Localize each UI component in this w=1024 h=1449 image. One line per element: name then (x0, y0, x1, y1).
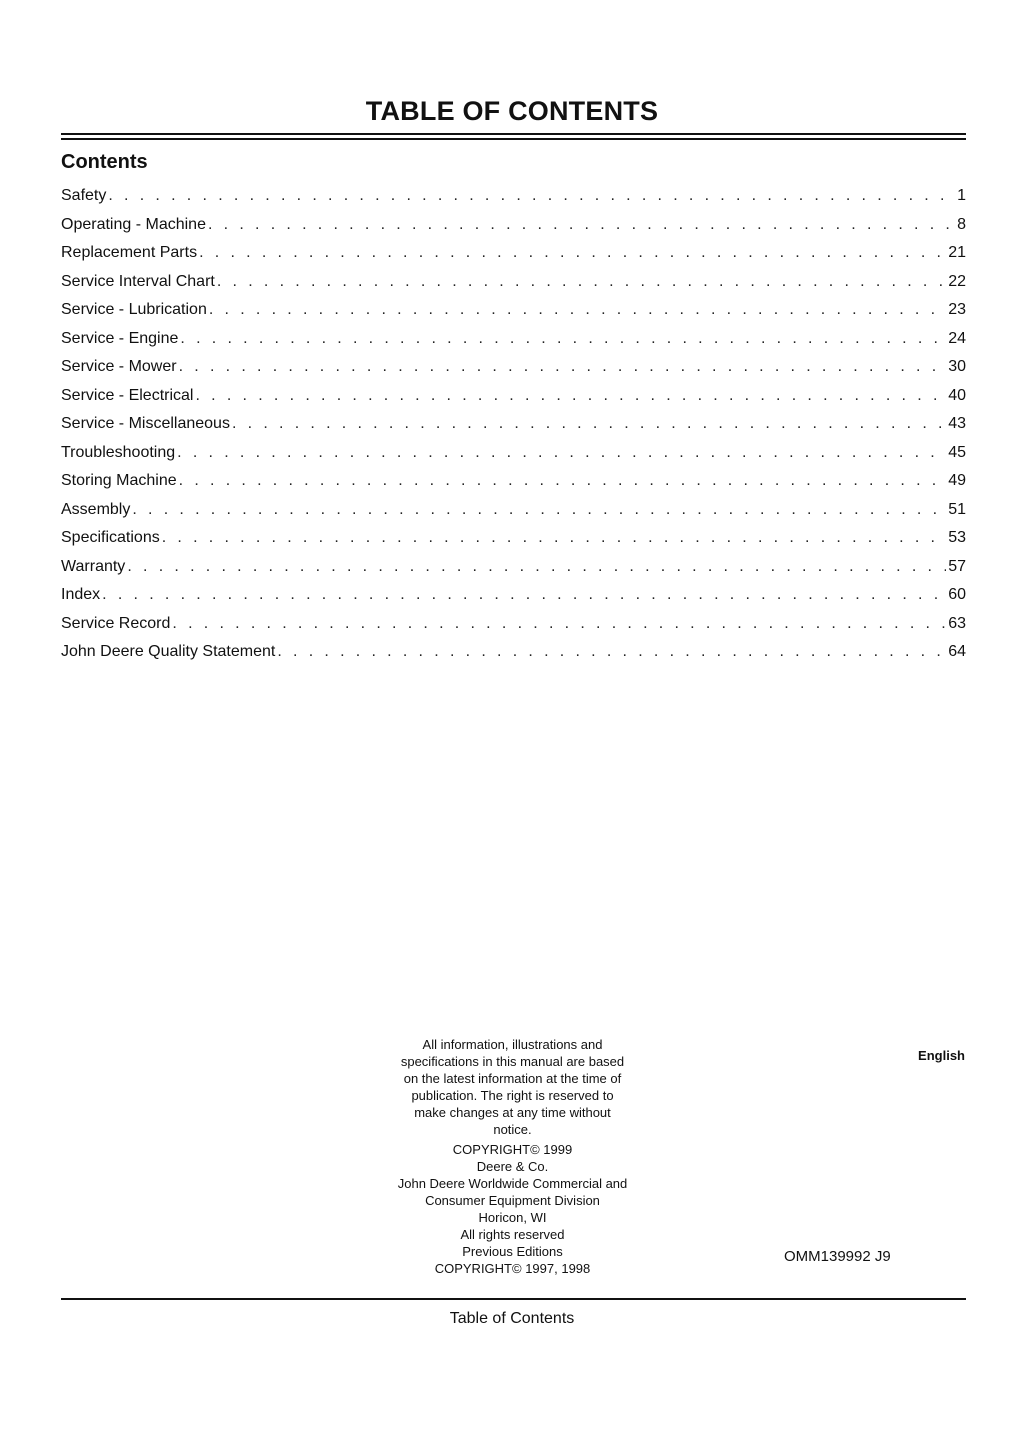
dot-leader (195, 382, 946, 411)
toc-entry-label: Storing Machine (61, 472, 177, 489)
disclaimer-line: publication. The right is reserved to (411, 1088, 614, 1103)
toc-entry-label: Service Record (61, 614, 171, 632)
toc-entry-page: 57 (948, 557, 966, 575)
dot-leader (199, 239, 946, 268)
toc-entry[interactable] (61, 467, 966, 496)
dot-leader (177, 439, 946, 468)
toc-entry-label: Index (61, 586, 101, 603)
section-heading: Contents (61, 151, 148, 173)
language-label: English (918, 1048, 965, 1063)
toc-entry-label: Service - Lubrication (61, 301, 207, 318)
toc-entry[interactable] (61, 353, 966, 382)
toc-entry-label: Service - Engine (61, 329, 179, 347)
dot-leader (209, 296, 946, 325)
disclaimer-line: on the latest information at the time of (403, 1071, 622, 1086)
toc-entry-page: 24 (948, 329, 966, 347)
toc-entry[interactable] (61, 239, 966, 268)
copyright-line: Previous Editions (462, 1244, 563, 1259)
toc-entry-page: 53 (948, 529, 966, 546)
dot-leader (162, 524, 946, 553)
dot-leader (277, 638, 946, 667)
disclaimer-line: specifications in this manual are based (400, 1054, 625, 1069)
disclaimer-line: All information, illustrations and (422, 1037, 603, 1052)
copyright-line: COPYRIGHT© 1999 (452, 1142, 573, 1157)
toc-entry-page: 45 (948, 443, 966, 461)
dot-leader (217, 268, 946, 297)
toc-entry-page: 49 (948, 472, 966, 489)
toc-entry[interactable] (61, 496, 966, 525)
dot-leader (232, 410, 946, 439)
toc-entry-page: 43 (948, 415, 966, 432)
copyright-line: COPYRIGHT© 1997, 1998 (434, 1261, 591, 1276)
toc-entry-label: Service - Electrical (61, 386, 194, 404)
toc-entry[interactable] (61, 410, 966, 439)
dot-leader (180, 325, 946, 354)
toc-entry-label: Safety (61, 187, 107, 204)
copyright-line: Horicon, WI (478, 1210, 547, 1225)
toc-entry[interactable] (61, 610, 966, 639)
toc-entry-page: 1 (957, 187, 966, 204)
toc-entry[interactable] (61, 553, 966, 582)
copyright-line: Consumer Equipment Division (425, 1193, 600, 1208)
toc-entry-page: 64 (948, 643, 966, 660)
toc-entry-label: Troubleshooting (61, 443, 176, 461)
toc-entry[interactable] (61, 524, 966, 553)
dot-leader (132, 496, 946, 525)
toc-entry-page: 63 (948, 614, 966, 632)
footer-rule (61, 1298, 966, 1300)
copyright-line: Deere & Co. (476, 1159, 549, 1174)
page-title: TABLE OF CONTENTS (365, 96, 659, 126)
toc-entry-label: Service - Miscellaneous (61, 415, 230, 432)
copyright-notice (380, 1036, 645, 1277)
toc-entry-page: 30 (948, 358, 966, 375)
dot-leader (179, 353, 947, 382)
toc-entry[interactable] (61, 382, 966, 411)
toc-entry-page: 23 (948, 301, 966, 318)
toc-entry-page: 21 (948, 244, 966, 261)
document-code: OMM139992 J9 (784, 1248, 891, 1265)
toc-entry-label: Assembly (61, 500, 131, 518)
disclaimer-line: make changes at any time without (414, 1105, 611, 1120)
copyright-line: All rights reserved (460, 1227, 565, 1242)
title-double-rule (61, 133, 966, 140)
toc-entry-label: Replacement Parts (61, 244, 198, 261)
toc-entry-label: Operating - Machine (61, 215, 206, 233)
dot-leader (179, 467, 947, 496)
toc-entry-page: 8 (957, 215, 966, 233)
toc-entry[interactable] (61, 325, 966, 354)
toc-entry-label: Warranty (61, 557, 126, 575)
toc-entry-page: 22 (948, 272, 966, 290)
toc-entry[interactable] (61, 268, 966, 297)
dot-leader (102, 581, 946, 610)
toc-entry[interactable] (61, 211, 966, 240)
disclaimer-line: notice. (493, 1122, 532, 1137)
dot-leader (108, 182, 955, 211)
toc-entry-page: 60 (948, 586, 966, 603)
footer-title: Table of Contents (449, 1310, 575, 1327)
toc-entry-label: John Deere Quality Statement (61, 643, 276, 660)
toc-entry-label: Service Interval Chart (61, 272, 215, 290)
toc-entry-page: 40 (948, 386, 966, 404)
toc-list (61, 182, 966, 667)
toc-entry-page: 51 (948, 500, 966, 518)
copyright-line: John Deere Worldwide Commercial and (397, 1176, 628, 1191)
dot-leader (208, 211, 955, 240)
dot-leader (172, 610, 946, 639)
toc-entry-label: Specifications (61, 529, 160, 546)
toc-entry[interactable] (61, 581, 966, 610)
toc-entry-label: Service - Mower (61, 358, 177, 375)
toc-entry[interactable] (61, 296, 966, 325)
toc-entry[interactable] (61, 439, 966, 468)
toc-entry[interactable] (61, 182, 966, 211)
dot-leader (127, 553, 946, 582)
toc-entry[interactable] (61, 638, 966, 667)
